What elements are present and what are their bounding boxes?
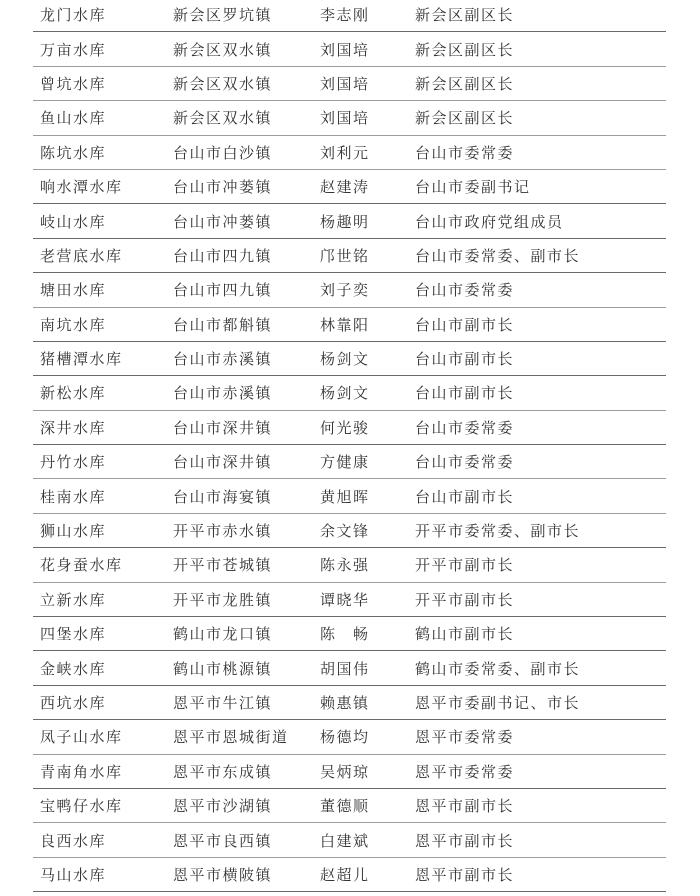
reservoir-responsibility-table [33,0,666,892]
table-row [33,548,666,582]
table-row [33,617,666,651]
table-row [33,823,666,857]
table-row [33,720,666,754]
responsible-person-cell: 杨剑文 [320,350,370,369]
position-title-cell: 开平市副市长 [415,590,515,609]
position-title-cell: 台山市委常委 [415,453,515,472]
position-title-cell: 台山市副市长 [415,384,515,403]
location-cell: 恩平市牛江镇 [173,694,273,712]
position-title-cell: 台山市委副书记 [415,178,531,197]
table-row [33,479,666,513]
responsible-person-cell: 方健康 [320,453,370,472]
location-cell: 台山市赤溪镇 [173,350,273,369]
location-cell: 开平市苍城镇 [173,556,273,575]
responsible-person-cell: 刘利元 [320,143,370,162]
responsible-person-cell: 李志刚 [320,6,370,25]
reservoir-name-cell: 丹竹水库 [40,453,107,472]
table-row [33,445,666,479]
table-row [33,514,666,548]
position-title-cell: 台山市副市长 [415,487,515,506]
table-row [33,308,666,342]
location-cell: 台山市白沙镇 [173,143,273,162]
reservoir-name-cell: 西坑水库 [40,694,107,712]
reservoir-name-cell: 金峡水库 [40,659,107,678]
responsible-person-cell: 谭晓华 [320,590,370,609]
table-row [33,67,666,101]
reservoir-name-cell: 陈坑水库 [40,143,107,162]
table-row [33,858,666,892]
position-title-cell: 新会区副区长 [415,74,515,93]
location-cell: 鹤山市桃源镇 [173,659,273,678]
reservoir-name-cell: 凤子山水库 [40,728,123,747]
reservoir-name-cell: 花身蚕水库 [40,556,123,575]
location-cell: 台山市都斛镇 [173,315,273,334]
table-row [33,789,666,823]
responsible-person-cell: 黄旭晖 [320,487,370,506]
reservoir-name-cell: 猪槽潭水库 [40,350,123,369]
responsible-person-cell: 赖惠镇 [320,694,370,712]
location-cell: 开平市赤水镇 [173,522,273,541]
reservoir-name-cell: 四堡水库 [40,625,107,644]
table-row [33,239,666,273]
position-title-cell: 台山市委常委 [415,281,515,300]
position-title-cell: 台山市副市长 [415,350,515,369]
responsible-person-cell: 刘国培 [320,74,370,93]
position-title-cell: 鹤山市副市长 [415,625,515,644]
responsible-person-cell: 陈 畅 [320,625,370,644]
responsible-person-cell: 杨剑文 [320,384,370,403]
location-cell: 台山市冲蒌镇 [173,178,273,197]
responsible-person-cell: 刘子奕 [320,281,370,300]
position-title-cell: 台山市副市长 [415,315,515,334]
position-title-cell: 台山市政府党组成员 [415,212,564,231]
responsible-person-cell: 董德顺 [320,797,370,816]
table-row [33,651,666,685]
location-cell: 恩平市横陂镇 [173,865,273,884]
responsible-person-cell: 杨趣明 [320,212,370,231]
reservoir-name-cell: 岐山水库 [40,212,107,231]
responsible-person-cell: 何光骏 [320,418,370,437]
position-title-cell: 台山市委常委 [415,143,515,162]
responsible-person-cell: 胡国伟 [320,659,370,678]
location-cell: 新会区罗坑镇 [173,6,273,25]
table-row [33,0,666,32]
reservoir-name-cell: 青南角水库 [40,762,123,781]
position-title-cell: 开平市委常委、副市长 [415,522,581,541]
location-cell: 新会区双水镇 [173,74,273,93]
location-cell: 台山市冲蒌镇 [173,212,273,231]
table-row [33,376,666,410]
location-cell: 台山市深井镇 [173,418,273,437]
table-row [33,686,666,720]
responsible-person-cell: 赵建涛 [320,178,370,197]
responsible-person-cell: 刘国培 [320,40,370,59]
location-cell: 台山市四九镇 [173,281,273,300]
location-cell: 新会区双水镇 [173,40,273,59]
reservoir-name-cell: 响水潭水库 [40,178,123,197]
reservoir-name-cell: 万亩水库 [40,40,107,59]
table-row [33,101,666,135]
location-cell: 恩平市沙湖镇 [173,797,273,816]
reservoir-name-cell: 立新水库 [40,590,107,609]
location-cell: 鹤山市龙口镇 [173,625,273,644]
table-row [33,136,666,170]
reservoir-name-cell: 马山水库 [40,865,107,884]
table-row [33,204,666,238]
responsible-person-cell: 吴炳琼 [320,762,370,781]
responsible-person-cell: 赵超儿 [320,865,370,884]
position-title-cell: 台山市委常委 [415,418,515,437]
reservoir-name-cell: 深井水库 [40,418,107,437]
table-row [33,755,666,789]
responsible-person-cell: 白建斌 [320,831,370,850]
position-title-cell: 新会区副区长 [415,40,515,59]
reservoir-name-cell: 狮山水库 [40,522,107,541]
table-row [33,342,666,376]
table-row [33,411,666,445]
position-title-cell: 新会区副区长 [415,6,515,25]
location-cell: 台山市四九镇 [173,246,273,265]
location-cell: 台山市赤溪镇 [173,384,273,403]
location-cell: 台山市深井镇 [173,453,273,472]
position-title-cell: 恩平市委常委 [415,762,515,781]
table-row [33,583,666,617]
location-cell: 开平市龙胜镇 [173,590,273,609]
table-row [33,32,666,66]
reservoir-name-cell: 宝鸭仔水库 [40,797,123,816]
responsible-person-cell: 邝世铭 [320,246,370,265]
reservoir-name-cell: 曾坑水库 [40,74,107,93]
reservoir-name-cell: 塘田水库 [40,281,107,300]
location-cell: 台山市海宴镇 [173,487,273,506]
location-cell: 恩平市东成镇 [173,762,273,781]
reservoir-name-cell: 老营底水库 [40,246,123,265]
position-title-cell: 台山市委常委、副市长 [415,246,581,265]
reservoir-name-cell: 南坑水库 [40,315,107,334]
location-cell: 新会区双水镇 [173,109,273,128]
position-title-cell: 恩平市委副书记、市长 [415,694,581,712]
responsible-person-cell: 陈永强 [320,556,370,575]
location-cell: 恩平市恩城街道 [173,728,289,747]
location-cell: 恩平市良西镇 [173,831,273,850]
responsible-person-cell: 余文锋 [320,522,370,541]
reservoir-name-cell: 新松水库 [40,384,107,403]
reservoir-name-cell: 桂南水库 [40,487,107,506]
position-title-cell: 鹤山市委常委、副市长 [415,659,581,678]
position-title-cell: 恩平市委常委 [415,728,515,747]
responsible-person-cell: 林靠阳 [320,315,370,334]
responsible-person-cell: 刘国培 [320,109,370,128]
responsible-person-cell: 杨德均 [320,728,370,747]
reservoir-name-cell: 鱼山水库 [40,109,107,128]
position-title-cell: 恩平市副市长 [415,865,515,884]
position-title-cell: 新会区副区长 [415,109,515,128]
position-title-cell: 恩平市副市长 [415,831,515,850]
position-title-cell: 恩平市副市长 [415,797,515,816]
table-row [33,170,666,204]
table-row [33,273,666,307]
reservoir-name-cell: 龙门水库 [40,6,107,25]
reservoir-name-cell: 良西水库 [40,831,107,850]
position-title-cell: 开平市副市长 [415,556,515,575]
